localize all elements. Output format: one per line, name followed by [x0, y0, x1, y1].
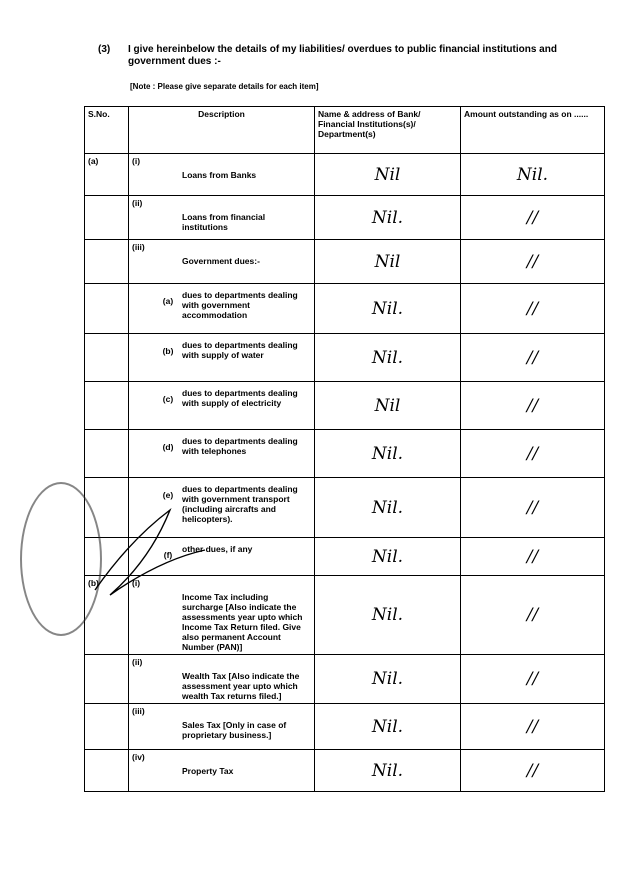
section-heading: I give hereinbelow the details of my liabilities/ overdues to public financial institutions and government dues :- [128, 44, 557, 67]
description-text: other dues, if any [182, 544, 253, 554]
roman-numeral: (ii) [132, 198, 143, 208]
alpha-label: (b) [162, 346, 174, 356]
amount-cell: // [461, 750, 605, 792]
alpha-label [154, 578, 182, 652]
sno-cell [85, 240, 129, 284]
description-text: dues to departments dealing with supply of water [182, 340, 298, 360]
roman-numeral [132, 336, 154, 360]
description-cell [129, 576, 315, 655]
roman-numeral [132, 480, 154, 524]
description-text: Loans from financial institutions [182, 212, 266, 232]
description-cell [129, 382, 315, 430]
amount-cell: // [461, 704, 605, 750]
name-address-cell: Nil. [315, 334, 461, 382]
table-row [85, 284, 605, 334]
sno-cell [85, 430, 129, 478]
table-header-row [85, 107, 605, 154]
table-row [85, 704, 605, 750]
description-cell [129, 538, 315, 576]
table-row [85, 750, 605, 792]
name-address-cell: Nil. [315, 655, 461, 704]
name-address-cell: Nil. [315, 576, 461, 655]
sno-cell [85, 478, 129, 538]
description-text: dues to departments dealing with government accommodation [182, 290, 298, 320]
description-text: Income Tax including surcharge [Also indicate the assessments year upto which Income Tax Return filed. Give also permanent Account Number (PAN)] [182, 592, 303, 652]
table-row [85, 576, 605, 655]
amount-header: Amount outstanding as on ...... [461, 107, 605, 154]
amount-cell: // [461, 576, 605, 655]
amount-cell: // [461, 382, 605, 430]
amount-cell: // [461, 240, 605, 284]
amount-cell: // [461, 655, 605, 704]
table-row [85, 478, 605, 538]
description-text: Government dues:- [182, 256, 260, 266]
sno-header: S.No. [85, 107, 129, 154]
roman-numeral: (iii) [132, 706, 145, 716]
description-cell [129, 430, 315, 478]
alpha-label [154, 242, 182, 266]
roman-numeral [132, 286, 154, 320]
description-cell [129, 750, 315, 792]
table-row [85, 382, 605, 430]
description-text: Sales Tax [Only in case of proprietary business.] [182, 720, 287, 740]
description-cell [129, 704, 315, 750]
description-cell [129, 655, 315, 704]
roman-numeral: (iii) [132, 242, 145, 252]
name-address-cell: Nil. [315, 196, 461, 240]
description-cell [129, 284, 315, 334]
roman-numeral [132, 540, 154, 560]
amount-cell: // [461, 430, 605, 478]
name-address-cell: Nil [315, 382, 461, 430]
alpha-label: (c) [162, 394, 174, 404]
name-address-cell: Nil [315, 240, 461, 284]
alpha-label [154, 156, 182, 180]
section-number: (3) [98, 44, 111, 55]
roman-numeral: (i) [132, 156, 141, 166]
description-text: dues to departments dealing with government transport (including aircrafts and helicopters). [182, 484, 298, 524]
alpha-label: (e) [162, 490, 174, 500]
name-address-cell: Nil. [315, 538, 461, 576]
table-row [85, 430, 605, 478]
sno-cell: (a) [85, 154, 129, 196]
sno-cell [85, 284, 129, 334]
name-address-header: Name & address of Bank/ Financial Institutions(s)/ Department(s) [315, 107, 461, 154]
amount-cell: // [461, 334, 605, 382]
sno-cell [85, 196, 129, 240]
description-cell [129, 196, 315, 240]
roman-numeral [132, 384, 154, 408]
name-address-cell: Nil [315, 154, 461, 196]
name-address-cell: Nil. [315, 478, 461, 538]
description-text: dues to departments dealing with telephones [182, 436, 298, 456]
amount-cell: // [461, 538, 605, 576]
note-text: [Note : Please give separate details for each item] [130, 82, 319, 91]
alpha-label: (d) [162, 442, 174, 452]
description-header: Description [129, 107, 315, 154]
alpha-label [154, 706, 182, 740]
table-row [85, 334, 605, 382]
sno-cell [85, 334, 129, 382]
table-row [85, 154, 605, 196]
description-cell [129, 478, 315, 538]
amount-cell: Nil. [461, 154, 605, 196]
name-address-cell: Nil. [315, 704, 461, 750]
description-text: dues to departments dealing with supply of electricity [182, 388, 298, 408]
table-row [85, 196, 605, 240]
name-address-cell: Nil. [315, 284, 461, 334]
alpha-label [154, 198, 182, 232]
description-text: Wealth Tax [Also indicate the assessment year upto which wealth Tax returns filed.] [182, 671, 300, 701]
description-cell [129, 154, 315, 196]
table-row [85, 538, 605, 576]
amount-cell: // [461, 284, 605, 334]
amount-cell: // [461, 196, 605, 240]
alpha-label: (a) [162, 296, 174, 306]
sno-cell [85, 382, 129, 430]
description-cell [129, 334, 315, 382]
table-row [85, 240, 605, 284]
description-text: Property Tax [182, 766, 234, 776]
sno-cell [85, 655, 129, 704]
name-address-cell: Nil. [315, 750, 461, 792]
description-text: Loans from Banks [182, 170, 257, 180]
description-cell [129, 240, 315, 284]
sno-cell: (b) [85, 576, 129, 655]
liabilities-table [84, 106, 605, 792]
alpha-label: (f) [163, 550, 173, 560]
table-row [85, 655, 605, 704]
alpha-label [154, 657, 182, 701]
roman-numeral [132, 432, 154, 456]
sno-cell [85, 750, 129, 792]
sno-cell [85, 704, 129, 750]
name-address-cell: Nil. [315, 430, 461, 478]
roman-numeral: (i) [132, 578, 141, 588]
roman-numeral: (ii) [132, 657, 143, 667]
roman-numeral: (iv) [132, 752, 145, 762]
amount-cell: // [461, 478, 605, 538]
sno-cell [85, 538, 129, 576]
alpha-label [154, 752, 182, 776]
